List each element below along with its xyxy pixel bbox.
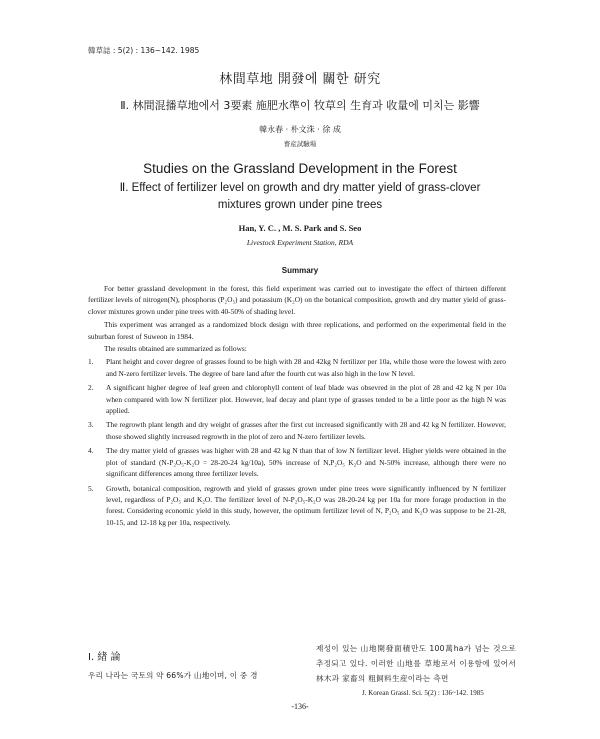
introduction-heading: Ⅰ. 緖 論 [88, 652, 121, 663]
summary-paragraph-1: For better grassland development in the forest, this field experiment was carried out to investigate the effect of thirteen different fertilizer levels of nitrogen(N), phosphorus (P₂O₅) and potassium (K₂O) on the botanical composition, growth and dry matter yield of grass-clover mixtures grown under pine trees with 40-50% of shading level. [88, 284, 506, 316]
list-item-text: Plant height and cover degree of grasses found to be high with 28 and 42kg N fertilizer per 10a, while those were the lowest with zero and N-zero fertilizer levels. The degree of bare land after the fourth cut was also high in the low N level. [106, 357, 506, 378]
list-item-number: 1. [88, 357, 94, 367]
list-item [88, 382, 506, 416]
journal-reference-bottom: J. Korean Grassl. Sci. 5(2) : 136~142. 1985 [362, 689, 484, 697]
english-subtitle-line-2: mixtures grown under pine trees [217, 199, 383, 211]
list-item-text: Growth, botanical composition, regrowth and yield of grasses grown under pine trees were significantly influenced by N fertilizer level, regardless of P₂O₅ and K₂O. The fertilizer level of N-P₂O₅-K₂O was 28-20-24 kg per 10a for more forage production in the forest. Considering economic yield in this study, however, the optimum fertilizer level of N, P₂O₅ and K₂O was suppose to be 21-28, 10-15, and 12-18 kg per 10a, respectively. [106, 483, 506, 527]
english-subtitle-line-1: Ⅱ. Effect of fertilizer level on growth and dry matter yield of grass-clover [119, 182, 481, 194]
journal-reference-top: 韓草誌 : 5(2) : 136~142. 1985 [88, 46, 200, 55]
english-authors: Han, Y. C. , M. S. Park and S. Seo [238, 223, 362, 233]
page-number: -136- [291, 702, 309, 711]
korean-authors: 韓永春 · 朴文洙 · 徐 成 [259, 125, 341, 134]
list-item-number: 2. [88, 383, 94, 393]
list-item-number: 4. [88, 446, 94, 456]
korean-affiliation: 畜産試驗場 [283, 140, 317, 148]
list-item [88, 483, 506, 529]
list-item-number: 3. [88, 420, 94, 430]
summary-paragraph-3: The results obtained are summarized as follows: [104, 344, 247, 354]
introduction-left-column: 우리 나라는 국토의 약 66%가 山地이며, 이 중 경 [88, 671, 258, 680]
english-title: Studies on the Grassland Development in the Forest [143, 161, 457, 176]
list-item-number: 5. [88, 483, 94, 493]
list-item [88, 445, 506, 479]
list-item-text: The regrowth plant length and dry weight of grasses after the first cut increased significantly with 28 and 42 kg N fertilizer. However, those showed slightly increased regrowth in the plot of zero and N-zero fertilizer levels. [106, 420, 506, 441]
list-item-text: The dry matter yield of grasses was higher with 28 and 42 kg N than that of low N fertilizer level. Higher yields were obtained in the plot of standard (N-P₂O₅-K₂O = 28-20-24 kg/10a), 50% increase of N,P₂O₅ K₂O and N-50% increase, although there were no significant differences among three fertilizer levels. [106, 446, 506, 479]
english-subtitle [0, 180, 600, 214]
list-item-text: A significant higher degree of leaf green and chlorophyll content of leaf blade was obsevred in the plot of 28 and 42 kg N per 10a when compared with low N fertilizer plot. However, leaf decay and plant type of grasses tended to be a little poor as the high N was applied. [106, 383, 506, 416]
english-affiliation: Livestock Experiment Station, RDA [246, 238, 354, 247]
korean-subtitle: Ⅱ. 林間混播草地에서 3要素 施肥水準이 牧草의 生育과 收量에 미치는 影響 [120, 99, 480, 112]
introduction-right-column: 제성이 있는 山地開發面積만도 100萬ha가 넘는 것으로 추정되고 있다. 이러한 山地를 草地로서 이용함에 있어서 林木과 家畜의 粗飼料生産이라는 측면 [316, 644, 516, 683]
summary-body [88, 283, 506, 531]
summary-paragraph-2: This experiment was arranged as a randomized block design with three replications, and performed on the experimental field in the suburban forest of Suweon in 1984. [88, 320, 506, 341]
list-item [88, 356, 506, 379]
korean-title: 林間草地 開發에 關한 研究 [219, 72, 381, 87]
list-item [88, 419, 506, 442]
summary-heading: Summary [281, 266, 319, 275]
results-list [88, 356, 506, 528]
